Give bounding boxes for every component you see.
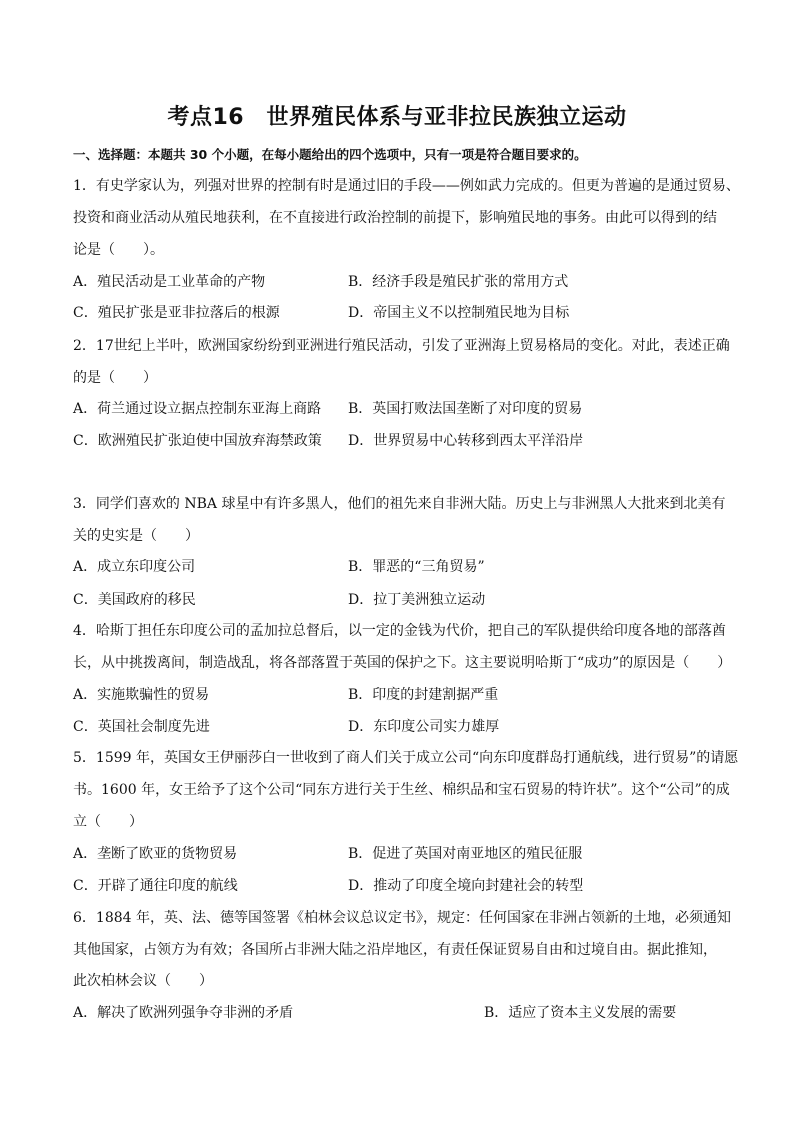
question-text-line: 2．17世纪上半叶，欧洲国家纷纷到亚洲进行殖民活动，引发了亚洲海上贸易格局的变化。对此，表述正确 [73,338,730,354]
question-text-line: 论是（ ）。 [73,242,164,258]
option-a: A．垄断了欧亚的货物贸易 [73,846,238,862]
question-text-line: 6．1884 年，英、法、德等国签署《柏林会议总议定书》，规定：任何国家在非洲占领新的土地，必须通知 [73,910,731,926]
question-text-line: 的是（ ） [73,370,157,386]
question-text-line: 4．哈斯丁担任东印度公司的孟加拉总督后，以一定的金钱为代价，把自己的军队提供给印度各地的部落酋 [73,623,726,639]
question-text-line: 书。1600 年，女王给予了这个公司“同东方进行关于生丝、棉织品和宝石贸易的特许状”。这个“公司”的成 [73,782,730,798]
option-c: C．开辟了通往印度的航线 [73,878,238,894]
option-c: C．欧洲殖民扩张迫使中国放弃海禁政策 [73,433,322,449]
question-text-line: 1．有史学家认为，列强对世界的控制有时是通过旧的手段——例如武力完成的。但更为普遍的是通过贸易、 [73,178,740,194]
option-a: A．荷兰通过设立据点控制东亚海上商路 [73,401,322,417]
question-text-line: 长，从中挑拨离间，制造战乱，将各部落置于英国的保护之下。这主要说明哈斯丁“成功”的原因是（ ） [73,655,732,671]
question-text-line: 关的史实是（ ） [73,528,199,544]
section-header: 一、选择题：本题共 30 个小题，在每小题给出的四个选项中，只有一项是符合题目要求的。 [73,147,587,162]
question-text-line: 此次柏林会议（ ） [73,973,213,989]
document-title: 考点16 世界殖民体系与亚非拉民族独立运动 [167,105,627,130]
option-a: A．实施欺骗性的贸易 [73,687,210,703]
option-b: B．英国打败法国垄断了对印度的贸易 [348,401,583,417]
question-text-line: 投资和商业活动从殖民地获利，在不直接进行政治控制的前提下，影响殖民地的事务。由此可以得到的结 [73,210,717,226]
option-b: B．印度的封建割据严重 [348,687,499,703]
option-d: D．世界贸易中心转移到西太平洋沿岸 [348,433,584,449]
option-a: A．成立东印度公司 [73,559,196,575]
question-text-line: 5．1599 年，英国女王伊丽莎白一世收到了商人们关于成立公司“向东印度群岛打通航线，进行贸易”的请愿 [73,750,739,766]
option-b: B．适应了资本主义发展的需要 [484,1005,677,1021]
question-text-line: 3．同学们喜欢的 NBA 球星中有许多黑人，他们的祖先来自非洲大陆。历史上与非洲黑人大批来到北美有 [73,496,726,512]
question-text-line: 其他国家，占领方为有效；各国所占非洲大陆之沿岸地区，有责任保证贸易自由和过境自由。据此推知， [73,942,717,958]
option-b: B．经济手段是殖民扩张的常用方式 [348,274,569,290]
option-c: C．殖民扩张是亚非拉落后的根源 [73,305,280,321]
option-d: D．帝国主义不以控制殖民地为目标 [348,305,570,321]
option-c: C．英国社会制度先进 [73,719,210,735]
option-a: A．殖民活动是工业革命的产物 [73,274,266,290]
option-d: D．东印度公司实力雄厚 [348,719,500,735]
question-text-line: 立（ ） [73,814,143,830]
option-c: C．美国政府的移民 [73,592,196,608]
option-d: D．拉丁美洲独立运动 [348,592,486,608]
option-d: D．推动了印度全境向封建社会的转型 [348,878,584,894]
option-b: B．罪恶的“三角贸易” [348,559,485,575]
option-b: B．促进了英国对南亚地区的殖民征服 [348,846,583,862]
option-a: A．解决了欧洲列强争夺非洲的矛盾 [73,1005,294,1021]
